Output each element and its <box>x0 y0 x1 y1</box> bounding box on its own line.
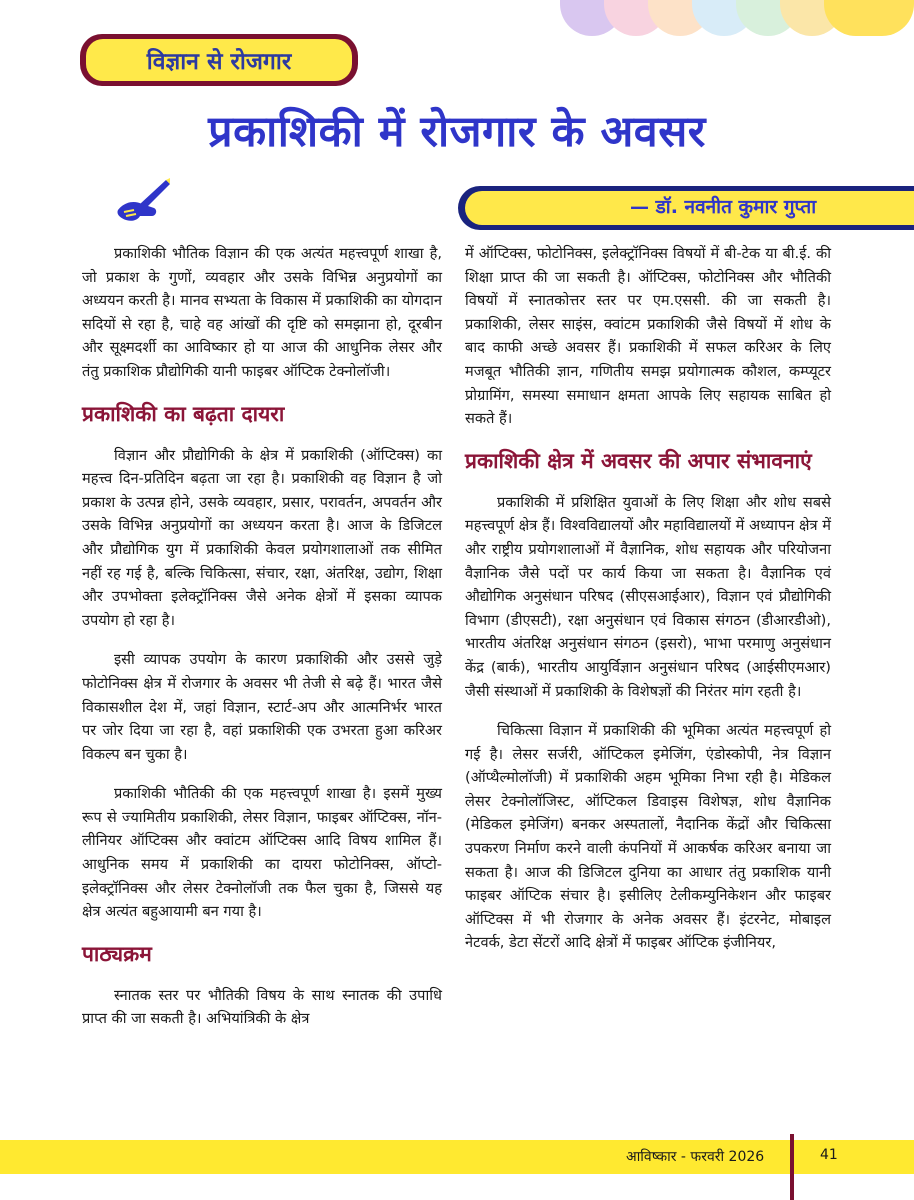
section-banner <box>80 34 358 86</box>
paragraph: प्रकाशिकी भौतिक विज्ञान की एक अत्यंत महत्त्वपूर्ण शाखा है, जो प्रकाश के गुणों, व्यवहार और उसके विभिन्न अनुप्रयोगों का अध्ययन करती है। मानव सभ्यता के विकास में प्रकाशिकी का योगदान सदियों से रहा है, चाहे वह आंखों की दृष्टि को समझाना हो, दूरबीन और सूक्ष्मदर्शी का आविष्कार हो या आज की आधुनिक लेसर और तंतु प्रकाशिक प्रौद्योगिकी यानी फाइबर ऑप्टिक टेक्नोलॉजी। <box>82 245 442 380</box>
footer-bar <box>0 1140 914 1174</box>
page-number: 41 <box>820 1147 838 1163</box>
author-name: — डॉ. नवनीत कुमार गुप्ता <box>630 196 817 218</box>
paragraph: स्नातक स्तर पर भौतिकी विषय के साथ स्नातक की उपाधि प्राप्त की जा सकती है। अभियांत्रिकी के क्षेत्र <box>82 986 442 1028</box>
section-heading: पाठ्यक्रम <box>82 941 152 966</box>
tab-decoration <box>824 0 914 36</box>
section-heading: प्रकाशिकी क्षेत्र में अवसर की अपार संभावनाएं <box>465 448 812 473</box>
paragraph: इसी व्यापक उपयोग के कारण प्रकाशिकी और उससे जुड़े फोटोनिक्स क्षेत्र में रोजगार के अवसर भी तेजी से बढ़े हैं। भारत जैसे विकासशील देश में, जहां विज्ञान, स्टार्ट-अप और आत्मनिर्भर भारत पर जोर दिया जा रहा है, वहां प्रकाशिकी एक उभरता हुआ करिअर विकल्प बन चुका है। <box>82 651 442 763</box>
left-column <box>82 242 442 1047</box>
magazine-issue: आविष्कार - फरवरी 2026 <box>626 1149 765 1165</box>
paragraph: प्रकाशिकी भौतिकी की एक महत्त्वपूर्ण शाखा है। इसमें मुख्य रूप से ज्यामितीय प्रकाशिकी, लेसर विज्ञान, फाइबर ऑप्टिक्स, नॉन-लीनियर ऑप्टिक्स और क्वांटम ऑप्टिक्स आदि विषय शामिल हैं। आधुनिक समय में प्रकाशिकी का दायरा फोटोनिक्स, ऑप्टो-इलेक्ट्रॉनिक्स और लेसर टेक्नोलॉजी तक फैल चुका है, जिससे यह क्षेत्र अत्यंत बहुआयामी बन गया है। <box>82 785 442 921</box>
page-title: प्रकाशिकी में रोजगार के अवसर <box>208 107 706 157</box>
paragraph: में ऑप्टिक्स, फोटोनिक्स, इलेक्ट्रॉनिक्स विषयों में बी-टेक या बी.ई. की शिक्षा प्राप्त की जा सकती है। ऑप्टिक्स, फोटोनिक्स और भौतिकी विषयों में स्नातकोत्तर स्तर पर एम.एससी. की जा सकती है। प्रकाशिकी, लेसर साइंस, क्वांटम प्रकाशिकी जैसे विषयों में शोध के बाद काफी अच्छे अवसर हैं। प्रकाशिकी में सफल करिअर के लिए मजबूत भौतिकी ज्ञान, गणितीय समझ प्रयोगात्मक कौशल, कम्प्यूटर प्रोग्रामिंग, समस्या समाधान क्षमता आपके लिए सहायक साबित हो सकते हैं। <box>465 245 831 428</box>
footer-divider <box>790 1134 794 1200</box>
right-column <box>465 242 831 971</box>
section-label: विज्ञान से रोजगार <box>86 39 352 81</box>
decorative-tabs <box>560 0 914 36</box>
author-bar <box>458 186 914 230</box>
hand-writing-pen-icon <box>110 176 172 230</box>
paragraph: प्रकाशिकी में प्रशिक्षित युवाओं के लिए शिक्षा और शोध सबसे महत्त्वपूर्ण क्षेत्र हैं। विश्वविद्यालयों और महाविद्यालयों में अध्यापन क्षेत्र में और राष्ट्रीय प्रयोगशालाओं में वैज्ञानिक, शोध सहायक और परियोजना वैज्ञानिक जैसे पदों पर कार्य किया जा सकता है। वैज्ञानिक एवं औद्योगिक अनुसंधान परिषद (सीएसआईआर), विज्ञान एवं प्रौद्योगिकी विभाग (डीएसटी), रक्षा अनुसंधान एवं विकास संगठन (डीआरडीओ), भारतीय अंतरिक्ष अनुसंधान संगठन (इसरो), भाभा परमाणु अनुसंधान केंद्र (बार्क), भारतीय आयुर्विज्ञान अनुसंधान परिषद (आईसीएमआर) जैसी संस्थाओं में प्रकाशिकी के विशेषज्ञों की निरंतर मांग रहती है। <box>465 493 831 700</box>
section-heading: प्रकाशिकी का बढ़ता दायरा <box>82 401 285 426</box>
paragraph: चिकित्सा विज्ञान में प्रकाशिकी की भूमिका अत्यंत महत्त्वपूर्ण हो गई है। लेसर सर्जरी, ऑप्टिकल इमेजिंग, एंडोस्कोपी, नेत्र विज्ञान (ऑप्थैल्मोलॉजी) में प्रकाशिकी अहम भूमिका निभा रही है। मेडिकल लेसर टेक्नोलॉजिस्ट, ऑप्टिकल डिवाइस विशेषज्ञ, शोध वैज्ञानिक (मेडिकल इमेजिंग) बनकर अस्पतालों, नैदानिक केंद्रों और चिकित्सा उपकरण निर्माण करने वाली कंपनियों में आकर्षक करिअर बनाया जा सकता है। आज की डिजिटल दुनिया का आधार तंतु प्रकाशिक यानी फाइबर ऑप्टिक संचार है। इसीलिए टेलीकम्युनिकेशन और फाइबर ऑप्टिक्स में भी रोजगार के अनेक अवसर हैं। इंटरनेट, मोबाइल नेटवर्क, डेटा सेंटरों आदि क्षेत्रों में फाइबर ऑप्टिक इंजीनियर, <box>465 722 831 952</box>
paragraph: विज्ञान और प्रौद्योगिकी के क्षेत्र में प्रकाशिकी (ऑप्टिक्स) का महत्त्व दिन-प्रतिदिन बढ़ता जा रहा है। प्रकाशिकी वह विज्ञान है जो प्रकाश के उत्पन्न होने, उसके व्यवहार, प्रसार, परावर्तन, अपवर्तन और उसके विभिन्न अनुप्रयोगों का अध्ययन करता है। आज के डिजिटल और प्रौद्योगिक युग में प्रकाशिकी केवल प्रयोगशालाओं तक सीमित नहीं रह गई है, बल्कि चिकित्सा, संचार, रक्षा, अंतरिक्ष, उद्योग, शिक्षा और उपभोक्ता इलेक्ट्रॉनिक्स जैसे अनेक क्षेत्रों में इसका व्यापक उपयोग हो रहा है। <box>82 446 442 629</box>
